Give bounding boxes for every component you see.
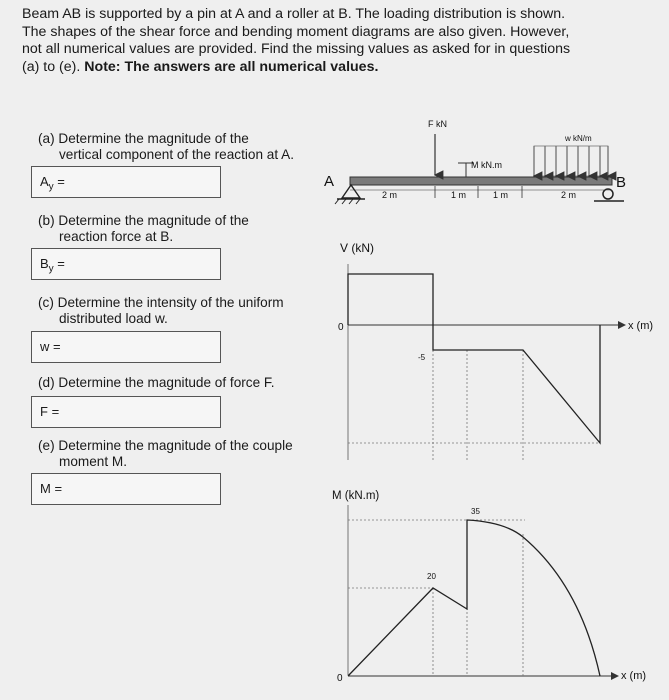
question-a-line1: (a) Determine the magnitude of the <box>38 131 249 146</box>
question-a-line2: vertical component of the reaction at A. <box>59 147 295 162</box>
question-e-line2: moment M. <box>59 454 127 469</box>
force-label: F kN <box>428 119 447 129</box>
beam-body <box>350 177 612 185</box>
moment-diagram <box>332 490 646 684</box>
dim-label-3: 1 m <box>493 190 509 200</box>
dim-label-4: 2 m <box>561 190 577 200</box>
question-b-line2: reaction force at B. <box>59 229 174 244</box>
shear-value-label: -5 <box>418 353 426 362</box>
question-e-line1: (e) Determine the magnitude of the couple <box>38 438 293 453</box>
distributed-load-icon <box>534 146 608 176</box>
shear-curve <box>348 274 600 443</box>
shear-xlabel: x (m) <box>628 320 654 332</box>
question-c-line2: distributed load w. <box>59 311 168 326</box>
shear-ylabel: V (kN) <box>340 241 374 255</box>
answer-b-eq: = <box>53 256 65 271</box>
answer-c-eq: = <box>49 339 61 354</box>
answer-e-eq: = <box>50 481 63 496</box>
answer-d-label: F <box>40 404 48 419</box>
answer-a-eq: = <box>53 174 65 189</box>
question-d-line1: (d) Determine the magnitude of force F. <box>38 375 275 390</box>
answer-e-label: M <box>40 481 51 496</box>
answer-c-label: w <box>40 339 50 354</box>
shear-diagram <box>338 241 653 460</box>
moment-zero-label: 0 <box>337 673 343 684</box>
answer-a-label: A <box>40 174 49 189</box>
intro-line-4-plain: (a) to (e). <box>22 58 85 75</box>
answer-d-eq: = <box>47 404 60 419</box>
intro-line-1: Beam AB is supported by a pin at A and a roller at B. The loading distribution is shown. <box>22 6 566 22</box>
moment-value-label-1: 20 <box>427 572 436 581</box>
moment-xlabel: x (m) <box>621 670 647 682</box>
question-c-line1: (c) Determine the intensity of the uniform <box>38 295 284 310</box>
intro-line-2: The shapes of the shear force and bending moment diagrams are also given. However, <box>22 23 570 40</box>
answer-b-sub: y <box>48 263 54 275</box>
question-b-line1: (b) Determine the magnitude of the <box>38 213 249 228</box>
answer-a-sub: y <box>48 181 54 193</box>
moment-ylabel: M (kN.m) <box>332 490 380 502</box>
intro-line-3: not all numerical values are provided. Find the missing values as asked for in questions <box>22 41 571 57</box>
moment-value-label-2: 35 <box>471 507 480 516</box>
label-a: A <box>324 173 335 190</box>
shear-zero-label: 0 <box>338 322 344 333</box>
moment-label: M kN.m <box>471 160 502 170</box>
pin-support-icon <box>335 185 365 204</box>
intro-note: Note: The answers are all numerical values. <box>84 58 379 75</box>
moment-curve <box>348 520 600 676</box>
answer-b-label: B <box>40 256 49 271</box>
dim-label-2: 1 m <box>451 190 467 200</box>
dim-label-1: 2 m <box>382 190 398 200</box>
distributed-label: w kN/m <box>565 134 592 143</box>
beam-diagram <box>324 119 626 204</box>
label-b: B <box>616 174 627 191</box>
